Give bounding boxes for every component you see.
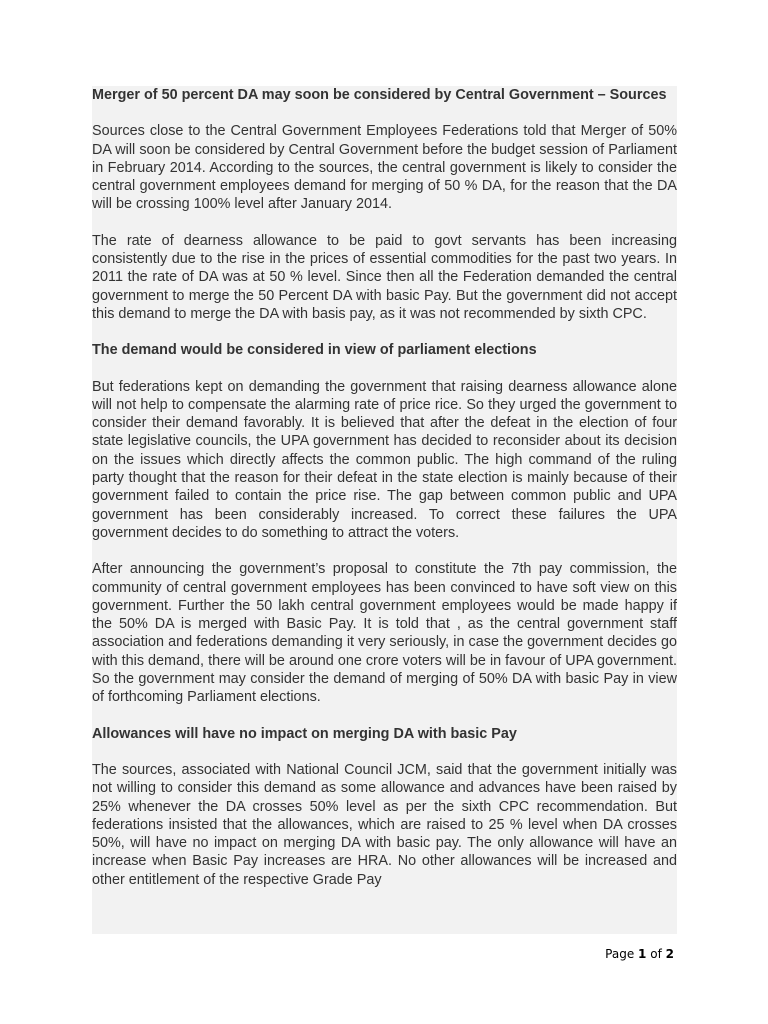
section-heading: Allowances will have no impact on merging DA with basic Pay bbox=[92, 725, 517, 742]
paragraph: The rate of dearness allowance to be paid to govt servants has been increasing consistently due to the rise in the prices of essential commodities for the past two years. In 2011 the rate of DA was at 50 % level. Since then all the Federation demanded the central government to merge the 50 Percent DA with basic Pay. But the government did not accept this demand to merge the DA with basis pay, as it was not recommended by sixth CPC. bbox=[92, 232, 677, 322]
page-total: 2 bbox=[665, 947, 674, 961]
paragraph: After announcing the government’s proposal to constitute the 7th pay commission, the community of central government employees has been convinced to have soft view on this government. Further the 50 lakh central government employees would be made happy if the 50% DA is merged with Basic Pay. It is told that , as the central government staff association and federations demanding it very seriously, in case the government decides go with this demand, there will be around one crore voters will be in favour of UPA government. So the government may consider the demand of merging of 50% DA with basic Pay in view of forthcoming Parliament elections. bbox=[92, 561, 677, 706]
section-heading: The demand would be considered in view of parliament elections bbox=[92, 342, 537, 359]
paragraph: The sources, associated with National Council JCM, said that the government initially was not willing to consider this demand as some allowance and advances have been raised by 25% whenever the DA crosses 50% level as per the sixth CPC recommendation. But federations insisted that the allowances, which are raised to 25 % level when DA crosses 50%, will have no impact on merging DA with basic pay. The only allowance will have an increase when Basic Pay increases are HRA. No other allowances will be increased and other entitlement of the respective Grade Pay bbox=[92, 761, 677, 888]
paragraph: But federations kept on demanding the government that raising dearness allowance alone will not help to compensate the alarming rate of price rice. So they urged the government to consider their demand favorably. It is believed that after the defeat in the election of four state legislative councils, the UPA government has decided to reconsider about its decision on the issues which directly affects the common public. The high command of the ruling party thought that the reason for their defeat in the state election is mainly because of their government failed to contain the price rise. The gap between common public and UPA government has been considerably increased. To correct these failures the UPA government decides to do something to attract the voters. bbox=[92, 378, 677, 541]
page-current: 1 bbox=[638, 947, 647, 961]
article-title: Merger of 50 percent DA may soon be considered by Central Government – Sources bbox=[92, 87, 667, 103]
page-number bbox=[605, 947, 674, 961]
article-body bbox=[92, 86, 677, 934]
page-label: Page bbox=[605, 947, 635, 961]
page-of: of bbox=[650, 947, 662, 961]
paragraph: Sources close to the Central Government Employees Federations told that Merger of 50% DA will soon be considered by Central Government before the budget session of Parliament in February 2014. According to the sources, the central government is likely to consider the central government employees demand for merging of 50 % DA, for the reason that the DA will be crossing 100% level after January 2014. bbox=[92, 123, 677, 213]
